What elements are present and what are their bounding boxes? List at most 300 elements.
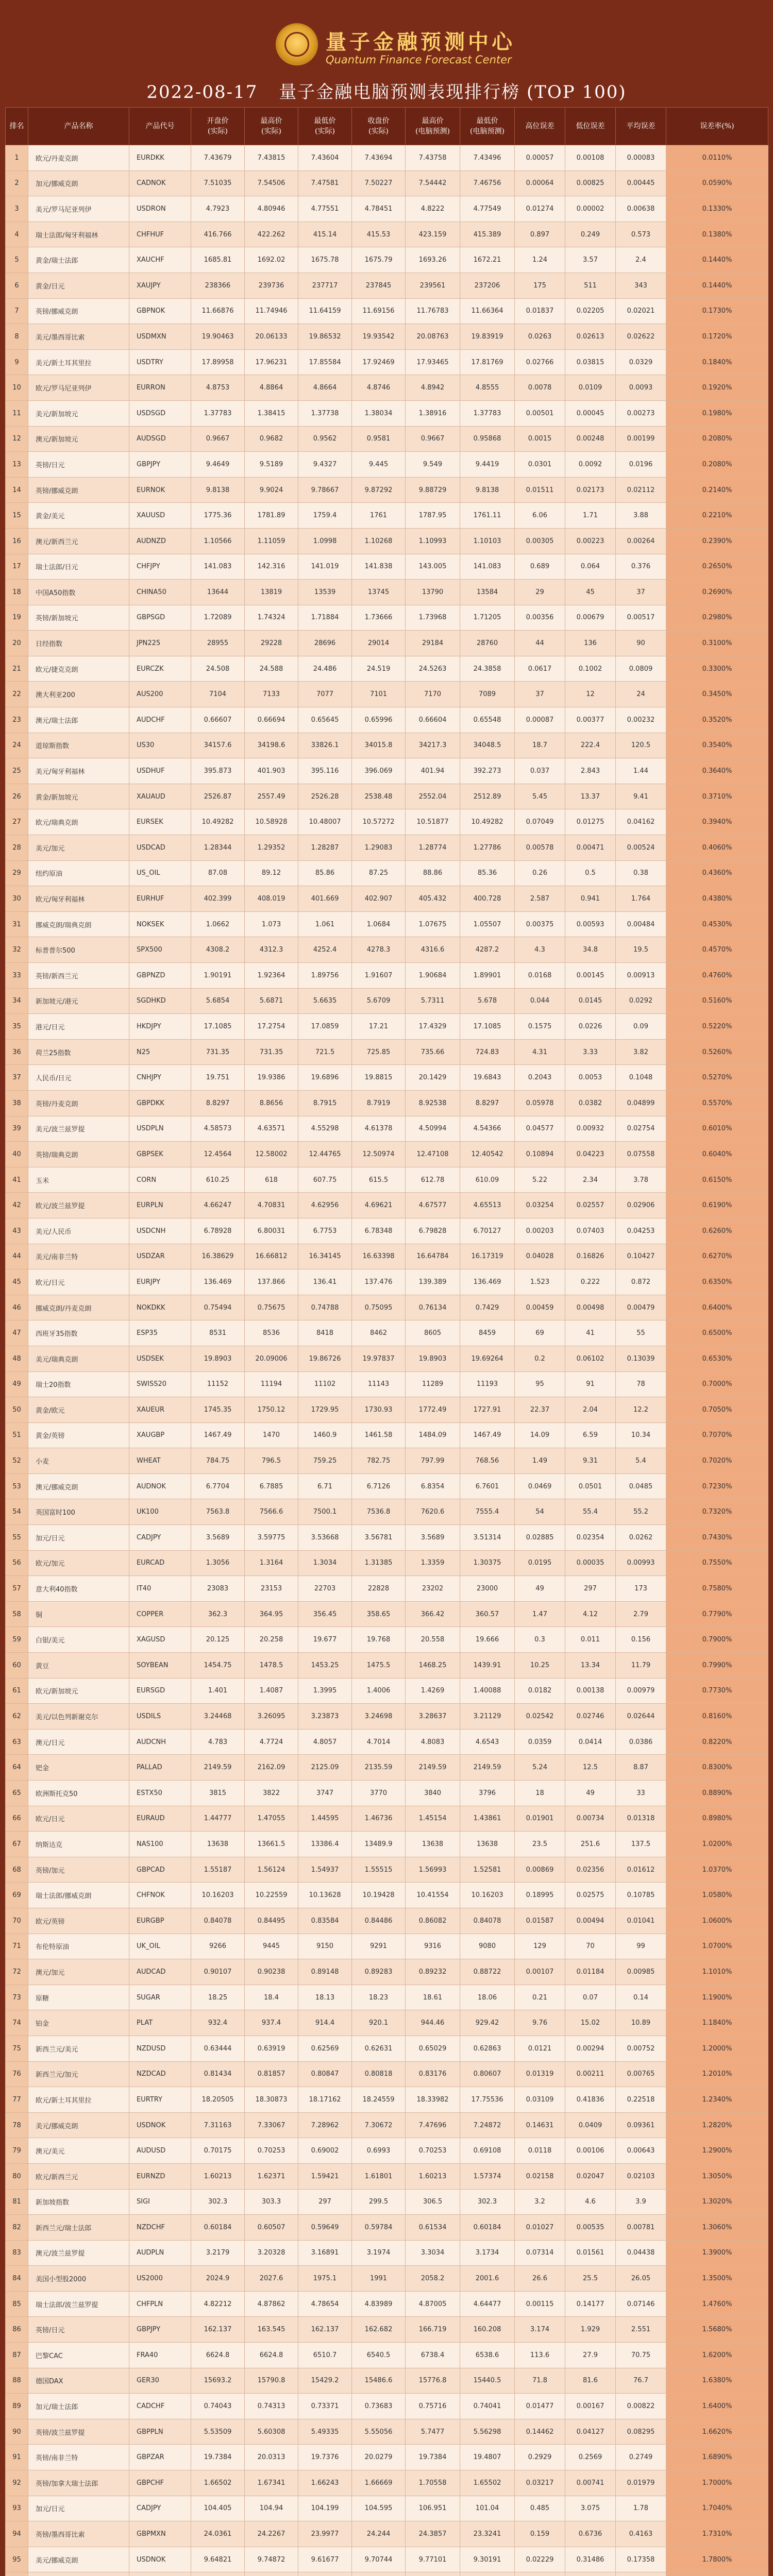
- col-close-actual-cell: 11.69156: [352, 298, 406, 324]
- col-product-code-cell: JPN225: [129, 631, 191, 656]
- col-high-error-cell: 5.45: [515, 784, 565, 809]
- col-low-actual-cell: 3747: [298, 1781, 352, 1806]
- col-high-forecast-cell: 2058.2: [406, 2266, 460, 2292]
- col-high-forecast-cell: 139.389: [406, 1269, 460, 1295]
- col-low-forecast-cell: 0.65548: [460, 707, 515, 733]
- col-high-error-cell: 14.09: [515, 1422, 565, 1448]
- col-product-code-cell: PALLAD: [129, 1755, 191, 1781]
- col-open-actual-cell: 784.75: [191, 1448, 245, 1474]
- col-error-rate-cell: 1.2010%: [666, 2061, 768, 2087]
- col-low-actual-cell: 33826.1: [298, 733, 352, 758]
- col-low-forecast-cell: 1672.21: [460, 247, 515, 273]
- col-product-code-cell: WHEAT: [129, 1448, 191, 1474]
- col-rank-cell: 90: [6, 2419, 28, 2445]
- table-row: [6, 2317, 768, 2343]
- col-close-actual-cell: 13745: [352, 580, 406, 605]
- col-close-actual-cell: 9.70744: [352, 2547, 406, 2572]
- col-product-code-cell: USDCAD: [129, 835, 191, 861]
- col-low-actual-cell: 23.9977: [298, 2521, 352, 2547]
- table-row: [6, 1934, 768, 1959]
- col-rank-cell: 4: [6, 222, 28, 247]
- col-low-error-cell: 0.0382: [565, 1090, 616, 1116]
- col-high-error-cell: 0.01319: [515, 2061, 565, 2087]
- col-product-name-cell: 铂金: [28, 2010, 129, 2036]
- col-low-forecast-cell: 24.3858: [460, 656, 515, 682]
- col-low-actual-cell: 9150: [298, 1934, 352, 1959]
- col-error-rate-cell: 1.3020%: [666, 2189, 768, 2215]
- col-low-error-cell: 25.5: [565, 2266, 616, 2292]
- col-high-error-cell: 18: [515, 1781, 565, 1806]
- col-low-forecast-cell: 2001.6: [460, 2266, 515, 2292]
- col-avg-error-cell: 0.00517: [616, 605, 666, 631]
- col-product-code-cell: NOKDKK: [129, 1295, 191, 1320]
- col-error-rate-cell: 0.6400%: [666, 1295, 768, 1320]
- col-product-code-cell: EURCAD: [129, 1550, 191, 1576]
- col-product-name-cell: 加元/挪威克朗: [28, 171, 129, 196]
- col-product-name-cell: 美元/墨西哥比索: [28, 324, 129, 350]
- col-product-code-cell: XAUAUD: [129, 784, 191, 809]
- col-product-name-cell: 欧元/丹麦克朗: [28, 145, 129, 171]
- col-low-error-cell: 0.00294: [565, 2036, 616, 2061]
- col-low-error-cell: 2.34: [565, 1167, 616, 1193]
- col-high-actual-cell: 4.8864: [245, 375, 298, 401]
- col-high-error-cell: 0.00203: [515, 1218, 565, 1244]
- col-rank-cell: 9: [6, 349, 28, 375]
- col-product-code-cell: [129, 2572, 191, 2576]
- col-low-actual-cell: 136.41: [298, 1269, 352, 1295]
- col-low-actual-cell: 8.7915: [298, 1090, 352, 1116]
- col-error-rate-cell: 0.8980%: [666, 1806, 768, 1832]
- col-high-forecast-cell: 0.75716: [406, 2394, 460, 2419]
- col-low-forecast-cell: 85.36: [460, 860, 515, 886]
- col-rank-cell: 42: [6, 1193, 28, 1218]
- col-close-actual-cell: 358.65: [352, 1601, 406, 1627]
- table-row: [6, 2572, 768, 2576]
- col-open-actual-cell: 395.873: [191, 758, 245, 784]
- table-row: [6, 1371, 768, 1397]
- col-high-actual-cell: 1750.12: [245, 1397, 298, 1423]
- col-high-actual-cell: 1.38415: [245, 400, 298, 426]
- table-row: [6, 656, 768, 682]
- col-high-forecast-cell: 797.99: [406, 1448, 460, 1474]
- col-low-error-cell: 0.1002: [565, 656, 616, 682]
- col-high-actual-cell: 4312.3: [245, 937, 298, 963]
- col-close-actual-cell: 11143: [352, 1371, 406, 1397]
- col-high-actual-cell: 4.87862: [245, 2291, 298, 2317]
- col-low-actual-cell: 9.4327: [298, 452, 352, 478]
- col-rank-cell: 48: [6, 1346, 28, 1371]
- col-low-error-cell: 6.59: [565, 1422, 616, 1448]
- col-close-actual-cell: 24.519: [352, 656, 406, 682]
- col-low-error-cell: 0.00106: [565, 2138, 616, 2164]
- col-high-forecast-cell: 3.28637: [406, 1704, 460, 1730]
- col-rank-cell: 18: [6, 580, 28, 605]
- col-rank-cell: 68: [6, 1857, 28, 1883]
- col-close-actual-cell: 1.10268: [352, 528, 406, 554]
- col-high-error-cell: 95: [515, 1371, 565, 1397]
- col-open-actual-cell: 19.8903: [191, 1346, 245, 1371]
- col-low-forecast-cell: 1761.11: [460, 503, 515, 529]
- col-low-forecast-cell: 18.06: [460, 1985, 515, 2010]
- col-error-rate-cell: 0.0110%: [666, 145, 768, 171]
- col-product-name-cell: 瑞士20指数: [28, 1371, 129, 1397]
- col-rank-cell: 17: [6, 554, 28, 580]
- col-high-error-cell: 0.01587: [515, 1908, 565, 1934]
- col-open-actual-cell: 1685.81: [191, 247, 245, 273]
- col-high-forecast-cell: 29184: [406, 631, 460, 656]
- table-row: [6, 1167, 768, 1193]
- col-error-rate-cell: 0.3520%: [666, 707, 768, 733]
- col-avg-error-cell: 0.09: [616, 1014, 666, 1040]
- col-high-error-cell: 0.00356: [515, 605, 565, 631]
- table-row: [6, 2189, 768, 2215]
- col-high-forecast-cell: 1.73968: [406, 605, 460, 631]
- quantum-logo-icon: [277, 25, 316, 64]
- col-open-actual-cell: 5.6854: [191, 988, 245, 1014]
- col-low-forecast-cell: 6.7601: [460, 1473, 515, 1499]
- col-avg-error-cell: 0.0196: [616, 452, 666, 478]
- col-high-forecast-cell: 944.46: [406, 2010, 460, 2036]
- col-product-name-cell: 新加坡指数: [28, 2189, 129, 2215]
- col-avg-error-cell: 0.02622: [616, 324, 666, 350]
- col-high-forecast-cell: 9316: [406, 1934, 460, 1959]
- col-low-forecast-cell: 5.56298: [460, 2419, 515, 2445]
- col-low-forecast-cell: 141.083: [460, 554, 515, 580]
- table-row: [6, 145, 768, 171]
- col-error-rate-cell: 0.3450%: [666, 682, 768, 707]
- col-low-actual-cell: 1460.9: [298, 1422, 352, 1448]
- col-high-actual-cell: 89.12: [245, 860, 298, 886]
- col-product-code-cell: AUDNOK: [129, 1473, 191, 1499]
- col-product-code-cell: EURJPY: [129, 1269, 191, 1295]
- col-product-name-cell: 英镑/日元: [28, 2317, 129, 2343]
- col-low-actual-cell: 2526.28: [298, 784, 352, 809]
- col-low-actual-cell: 1675.78: [298, 247, 352, 273]
- col-product-name-cell: 英镑/挪威克朗: [28, 477, 129, 503]
- col-high-error-cell: 0.02542: [515, 1704, 565, 1730]
- col-product-code-cell: US_OIL: [129, 860, 191, 886]
- table-row: [6, 1244, 768, 1269]
- col-high-error-cell: 0.00115: [515, 2291, 565, 2317]
- col-close-actual-cell: 0.80818: [352, 2061, 406, 2087]
- col-low-actual-cell: 415.14: [298, 222, 352, 247]
- col-product-code-cell: GBPSEK: [129, 1142, 191, 1167]
- col-low-error-cell: 136: [565, 631, 616, 656]
- col-high-error-cell: 0.03109: [515, 2087, 565, 2113]
- col-low-forecast-cell: 1467.49: [460, 1422, 515, 1448]
- col-low-forecast-cell: 7089: [460, 682, 515, 707]
- col-low-actual-cell: 10.13628: [298, 1883, 352, 1908]
- col-rank-cell: 94: [6, 2521, 28, 2547]
- col-high-error-cell: 4.3: [515, 937, 565, 963]
- col-high-error-cell: 5.22: [515, 1167, 565, 1193]
- col-high-forecast-cell: 17.4329: [406, 1014, 460, 1040]
- table-row: [6, 1499, 768, 1525]
- col-high-error-cell: 3.2: [515, 2189, 565, 2215]
- col-rank-cell: 15: [6, 503, 28, 529]
- col-low-error-cell: 0.00223: [565, 528, 616, 554]
- col-high-actual-cell: 104.94: [245, 2496, 298, 2521]
- col-product-name-cell: 美元/挪威克朗: [28, 2112, 129, 2138]
- col-open-actual-cell: 28955: [191, 631, 245, 656]
- col-high-forecast-cell: 18.33982: [406, 2087, 460, 2113]
- col-open-actual-cell: 932.4: [191, 2010, 245, 2036]
- col-error-rate-cell: 0.2080%: [666, 452, 768, 478]
- table-row: [6, 503, 768, 529]
- col-open-actual-cell: 0.84078: [191, 1908, 245, 1934]
- col-rank-cell: 13: [6, 452, 28, 478]
- col-avg-error-cell: 0.0386: [616, 1729, 666, 1755]
- col-low-error-header: 低位误差: [565, 108, 616, 145]
- table-row: [6, 1193, 768, 1218]
- col-high-actual-cell: 796.5: [245, 1448, 298, 1474]
- col-close-actual-cell: 5.55056: [352, 2419, 406, 2445]
- col-low-actual-cell: 19.7376: [298, 2445, 352, 2470]
- col-low-actual-cell: 13539: [298, 580, 352, 605]
- col-low-actual-cell: 4252.4: [298, 937, 352, 963]
- col-low-actual-cell: 7077: [298, 682, 352, 707]
- col-high-actual-cell: 303.3: [245, 2189, 298, 2215]
- col-rank-cell: 93: [6, 2496, 28, 2521]
- col-avg-error-cell: 76.7: [616, 2368, 666, 2394]
- col-error-rate-cell: 0.7320%: [666, 1499, 768, 1525]
- col-close-actual-cell: 9.445: [352, 452, 406, 478]
- col-high-actual-cell: 3.20328: [245, 2240, 298, 2266]
- col-product-code-cell: CNHJPY: [129, 1065, 191, 1091]
- col-high-actual-header: 最高价 (实际): [245, 108, 298, 145]
- col-low-actual-cell: 28696: [298, 631, 352, 656]
- col-avg-error-cell: 0.00232: [616, 707, 666, 733]
- col-close-actual-cell: 18.23: [352, 1985, 406, 2010]
- col-avg-error-cell: 0.09361: [616, 2112, 666, 2138]
- col-low-forecast-cell: 11.66364: [460, 298, 515, 324]
- col-low-error-cell: 0.222: [565, 1269, 616, 1295]
- col-open-actual-cell: 1467.49: [191, 1422, 245, 1448]
- col-avg-error-cell: 137.5: [616, 1832, 666, 1857]
- col-open-actual-cell: 19.7384: [191, 2445, 245, 2470]
- col-low-actual-cell: 7.43604: [298, 145, 352, 171]
- col-high-error-cell: 0.0168: [515, 963, 565, 989]
- col-error-rate-cell: 1.2900%: [666, 2138, 768, 2164]
- col-close-actual-cell: 782.75: [352, 1448, 406, 1474]
- col-product-name-cell: 欧元/日元: [28, 1269, 129, 1295]
- col-low-error-cell: 0.00248: [565, 426, 616, 452]
- col-product-code-cell: AUS200: [129, 682, 191, 707]
- col-low-forecast-cell: 360.57: [460, 1601, 515, 1627]
- col-high-forecast-cell: 2552.04: [406, 784, 460, 809]
- col-high-error-cell: 0.01477: [515, 2394, 565, 2419]
- col-error-rate-cell: 0.6040%: [666, 1142, 768, 1167]
- col-high-actual-cell: 364.95: [245, 1601, 298, 1627]
- col-product-code-cell: CHFNOK: [129, 1883, 191, 1908]
- col-high-forecast-cell: 166.719: [406, 2317, 460, 2343]
- col-high-forecast-cell: 7.47696: [406, 2112, 460, 2138]
- col-product-name-cell: 玉米: [28, 1167, 129, 1193]
- col-low-error-cell: 0.941: [565, 886, 616, 912]
- col-error-rate-cell: 0.1920%: [666, 375, 768, 401]
- col-low-error-cell: 3.075: [565, 2496, 616, 2521]
- brand-name-en: Quantum Finance Forecast Center: [326, 54, 512, 66]
- col-product-code-cell: CHFPLN: [129, 2291, 191, 2317]
- col-low-error-cell: 0.01275: [565, 809, 616, 835]
- table-row: [6, 733, 768, 758]
- col-product-name-cell: 加元/瑞士法郎: [28, 2394, 129, 2419]
- col-high-error-cell: 1.523: [515, 1269, 565, 1295]
- col-high-forecast-cell: 7170: [406, 682, 460, 707]
- col-high-error-cell: 0.01027: [515, 2215, 565, 2241]
- col-high-forecast-cell: 4316.6: [406, 937, 460, 963]
- col-high-error-cell: 5.24: [515, 1755, 565, 1781]
- col-high-forecast-cell: 7620.6: [406, 1499, 460, 1525]
- col-close-actual-cell: 1.29083: [352, 835, 406, 861]
- col-open-actual-cell: 7563.8: [191, 1499, 245, 1525]
- col-high-actual-cell: 401.903: [245, 758, 298, 784]
- col-open-actual-cell: 1454.75: [191, 1653, 245, 1679]
- col-open-actual-cell: 9266: [191, 1934, 245, 1959]
- col-high-error-cell: 2.587: [515, 886, 565, 912]
- col-product-code-cell: GBPMXN: [129, 2521, 191, 2547]
- col-avg-error-cell: 0.0292: [616, 988, 666, 1014]
- col-rank-cell: 95: [6, 2547, 28, 2572]
- col-high-error-cell: 0.03217: [515, 2470, 565, 2496]
- col-error-rate-cell: 1.7310%: [666, 2521, 768, 2547]
- col-high-error-cell: 0.00869: [515, 1857, 565, 1883]
- col-error-rate-cell: 1.6380%: [666, 2368, 768, 2394]
- col-low-error-cell: 0.01184: [565, 1959, 616, 1985]
- col-avg-error-cell: 0.02906: [616, 1193, 666, 1218]
- col-low-error-cell: 0.00167: [565, 2394, 616, 2419]
- col-low-actual-cell: 4.8057: [298, 1729, 352, 1755]
- col-low-forecast-cell: 4.8555: [460, 375, 515, 401]
- col-open-actual-cell: 6624.8: [191, 2343, 245, 2368]
- col-low-forecast-cell: 0.62863: [460, 2036, 515, 2061]
- col-product-name-cell: 布伦特原油: [28, 1934, 129, 1959]
- col-avg-error-cell: 90: [616, 631, 666, 656]
- col-close-actual-cell: 920.1: [352, 2010, 406, 2036]
- col-rank-cell: 89: [6, 2394, 28, 2419]
- col-rank-cell: 78: [6, 2112, 28, 2138]
- col-product-code-cell: CADCHF: [129, 2394, 191, 2419]
- col-error-rate-cell: 0.4360%: [666, 860, 768, 886]
- col-low-actual-cell: 0.89148: [298, 1959, 352, 1985]
- col-high-actual-cell: 24.2267: [245, 2521, 298, 2547]
- col-error-rate-cell: 0.6010%: [666, 1116, 768, 1142]
- col-open-actual-cell: 9.64821: [191, 2547, 245, 2572]
- col-product-code-cell: NZDCAD: [129, 2061, 191, 2087]
- col-avg-error-cell: 0.4163: [616, 2521, 666, 2547]
- col-product-name-cell: 纳斯达克: [28, 1832, 129, 1857]
- col-low-forecast-cell: 12.40542: [460, 1142, 515, 1167]
- col-low-error-cell: 0.01561: [565, 2240, 616, 2266]
- col-avg-error-cell: 0.573: [616, 222, 666, 247]
- table-row: [6, 2061, 768, 2087]
- col-avg-error-cell: 0.02021: [616, 298, 666, 324]
- col-high-actual-cell: 19.9386: [245, 1065, 298, 1091]
- col-avg-error-cell: 0.872: [616, 1269, 666, 1295]
- col-high-actual-cell: 0.9682: [245, 426, 298, 452]
- col-low-error-cell: 0.07: [565, 1985, 616, 2010]
- col-low-forecast-cell: 4.65513: [460, 1193, 515, 1218]
- col-low-error-cell: 2.04: [565, 1397, 616, 1423]
- col-product-code-cell: EURAUD: [129, 1806, 191, 1832]
- col-low-forecast-cell: 7.43496: [460, 145, 515, 171]
- col-high-error-cell: 0.044: [515, 988, 565, 1014]
- col-error-rate-cell: 0.2650%: [666, 554, 768, 580]
- col-avg-error-cell: 12.2: [616, 1397, 666, 1423]
- col-product-code-cell: EURHUF: [129, 886, 191, 912]
- col-high-forecast-cell: 11.76783: [406, 298, 460, 324]
- col-low-forecast-cell: 302.3: [460, 2189, 515, 2215]
- col-low-error-cell: 0.07403: [565, 1218, 616, 1244]
- col-avg-error-cell: 0.10427: [616, 1244, 666, 1269]
- col-avg-error-cell: 0.2749: [616, 2445, 666, 2470]
- col-product-code-cell: GBPJPY: [129, 2317, 191, 2343]
- table-row: [6, 1473, 768, 1499]
- col-high-actual-cell: 11.74946: [245, 298, 298, 324]
- col-high-actual-cell: 1.29352: [245, 835, 298, 861]
- col-low-error-cell: 34.8: [565, 937, 616, 963]
- table-row: [6, 528, 768, 554]
- col-high-forecast-cell: 1468.25: [406, 1653, 460, 1679]
- col-close-actual-cell: 1675.79: [352, 247, 406, 273]
- table-row: [6, 273, 768, 298]
- col-close-actual-cell: 6.78348: [352, 1218, 406, 1244]
- col-error-rate-cell: 0.5570%: [666, 1090, 768, 1116]
- col-error-rate-cell: 0.1720%: [666, 324, 768, 350]
- col-open-actual-cell: 238366: [191, 273, 245, 298]
- col-high-actual-cell: 15790.8: [245, 2368, 298, 2394]
- table-row: [6, 580, 768, 605]
- col-product-code-cell: AUDCHF: [129, 707, 191, 733]
- col-low-forecast-cell: [460, 2572, 515, 2576]
- col-high-forecast-cell: 0.70253: [406, 2138, 460, 2164]
- col-rank-cell: 72: [6, 1959, 28, 1985]
- col-close-actual-cell: 1.46736: [352, 1806, 406, 1832]
- col-avg-error-cell: 0.00273: [616, 400, 666, 426]
- col-low-forecast-cell: 0.88722: [460, 1959, 515, 1985]
- table-row: [6, 222, 768, 247]
- table-row: [6, 2343, 768, 2368]
- col-error-rate-cell: 0.3940%: [666, 809, 768, 835]
- col-error-rate-cell: 1.4760%: [666, 2291, 768, 2317]
- col-avg-error-header: 平均误差: [616, 108, 666, 145]
- col-high-forecast-cell: 4.67577: [406, 1193, 460, 1218]
- col-low-forecast-cell: 136.469: [460, 1269, 515, 1295]
- col-open-actual-cell: 7104: [191, 682, 245, 707]
- col-open-actual-cell: [191, 2572, 245, 2576]
- col-rank-cell: 60: [6, 1653, 28, 1679]
- col-low-actual-cell: 6.71: [298, 1473, 352, 1499]
- table-row: [6, 886, 768, 912]
- col-close-actual-header: 收盘价 (实际): [352, 108, 406, 145]
- col-error-rate-cell: 0.1440%: [666, 273, 768, 298]
- table-row: [6, 1397, 768, 1423]
- col-product-name-cell: 黄豆: [28, 1653, 129, 1679]
- col-open-actual-cell: 87.08: [191, 860, 245, 886]
- col-high-error-cell: 0.0359: [515, 1729, 565, 1755]
- col-product-code-cell: EURDKK: [129, 145, 191, 171]
- col-open-actual-cell: 2149.59: [191, 1755, 245, 1781]
- col-close-actual-cell: 17.21: [352, 1014, 406, 1040]
- table-row: [6, 171, 768, 196]
- col-low-actual-cell: 11.64159: [298, 298, 352, 324]
- col-high-error-header: 高位误差: [515, 108, 565, 145]
- col-rank-cell: 88: [6, 2368, 28, 2394]
- table-row: [6, 1422, 768, 1448]
- col-product-name-cell: 荷兰25指数: [28, 1039, 129, 1065]
- col-close-actual-cell: 16.63398: [352, 1244, 406, 1269]
- col-low-error-cell: 251.6: [565, 1832, 616, 1857]
